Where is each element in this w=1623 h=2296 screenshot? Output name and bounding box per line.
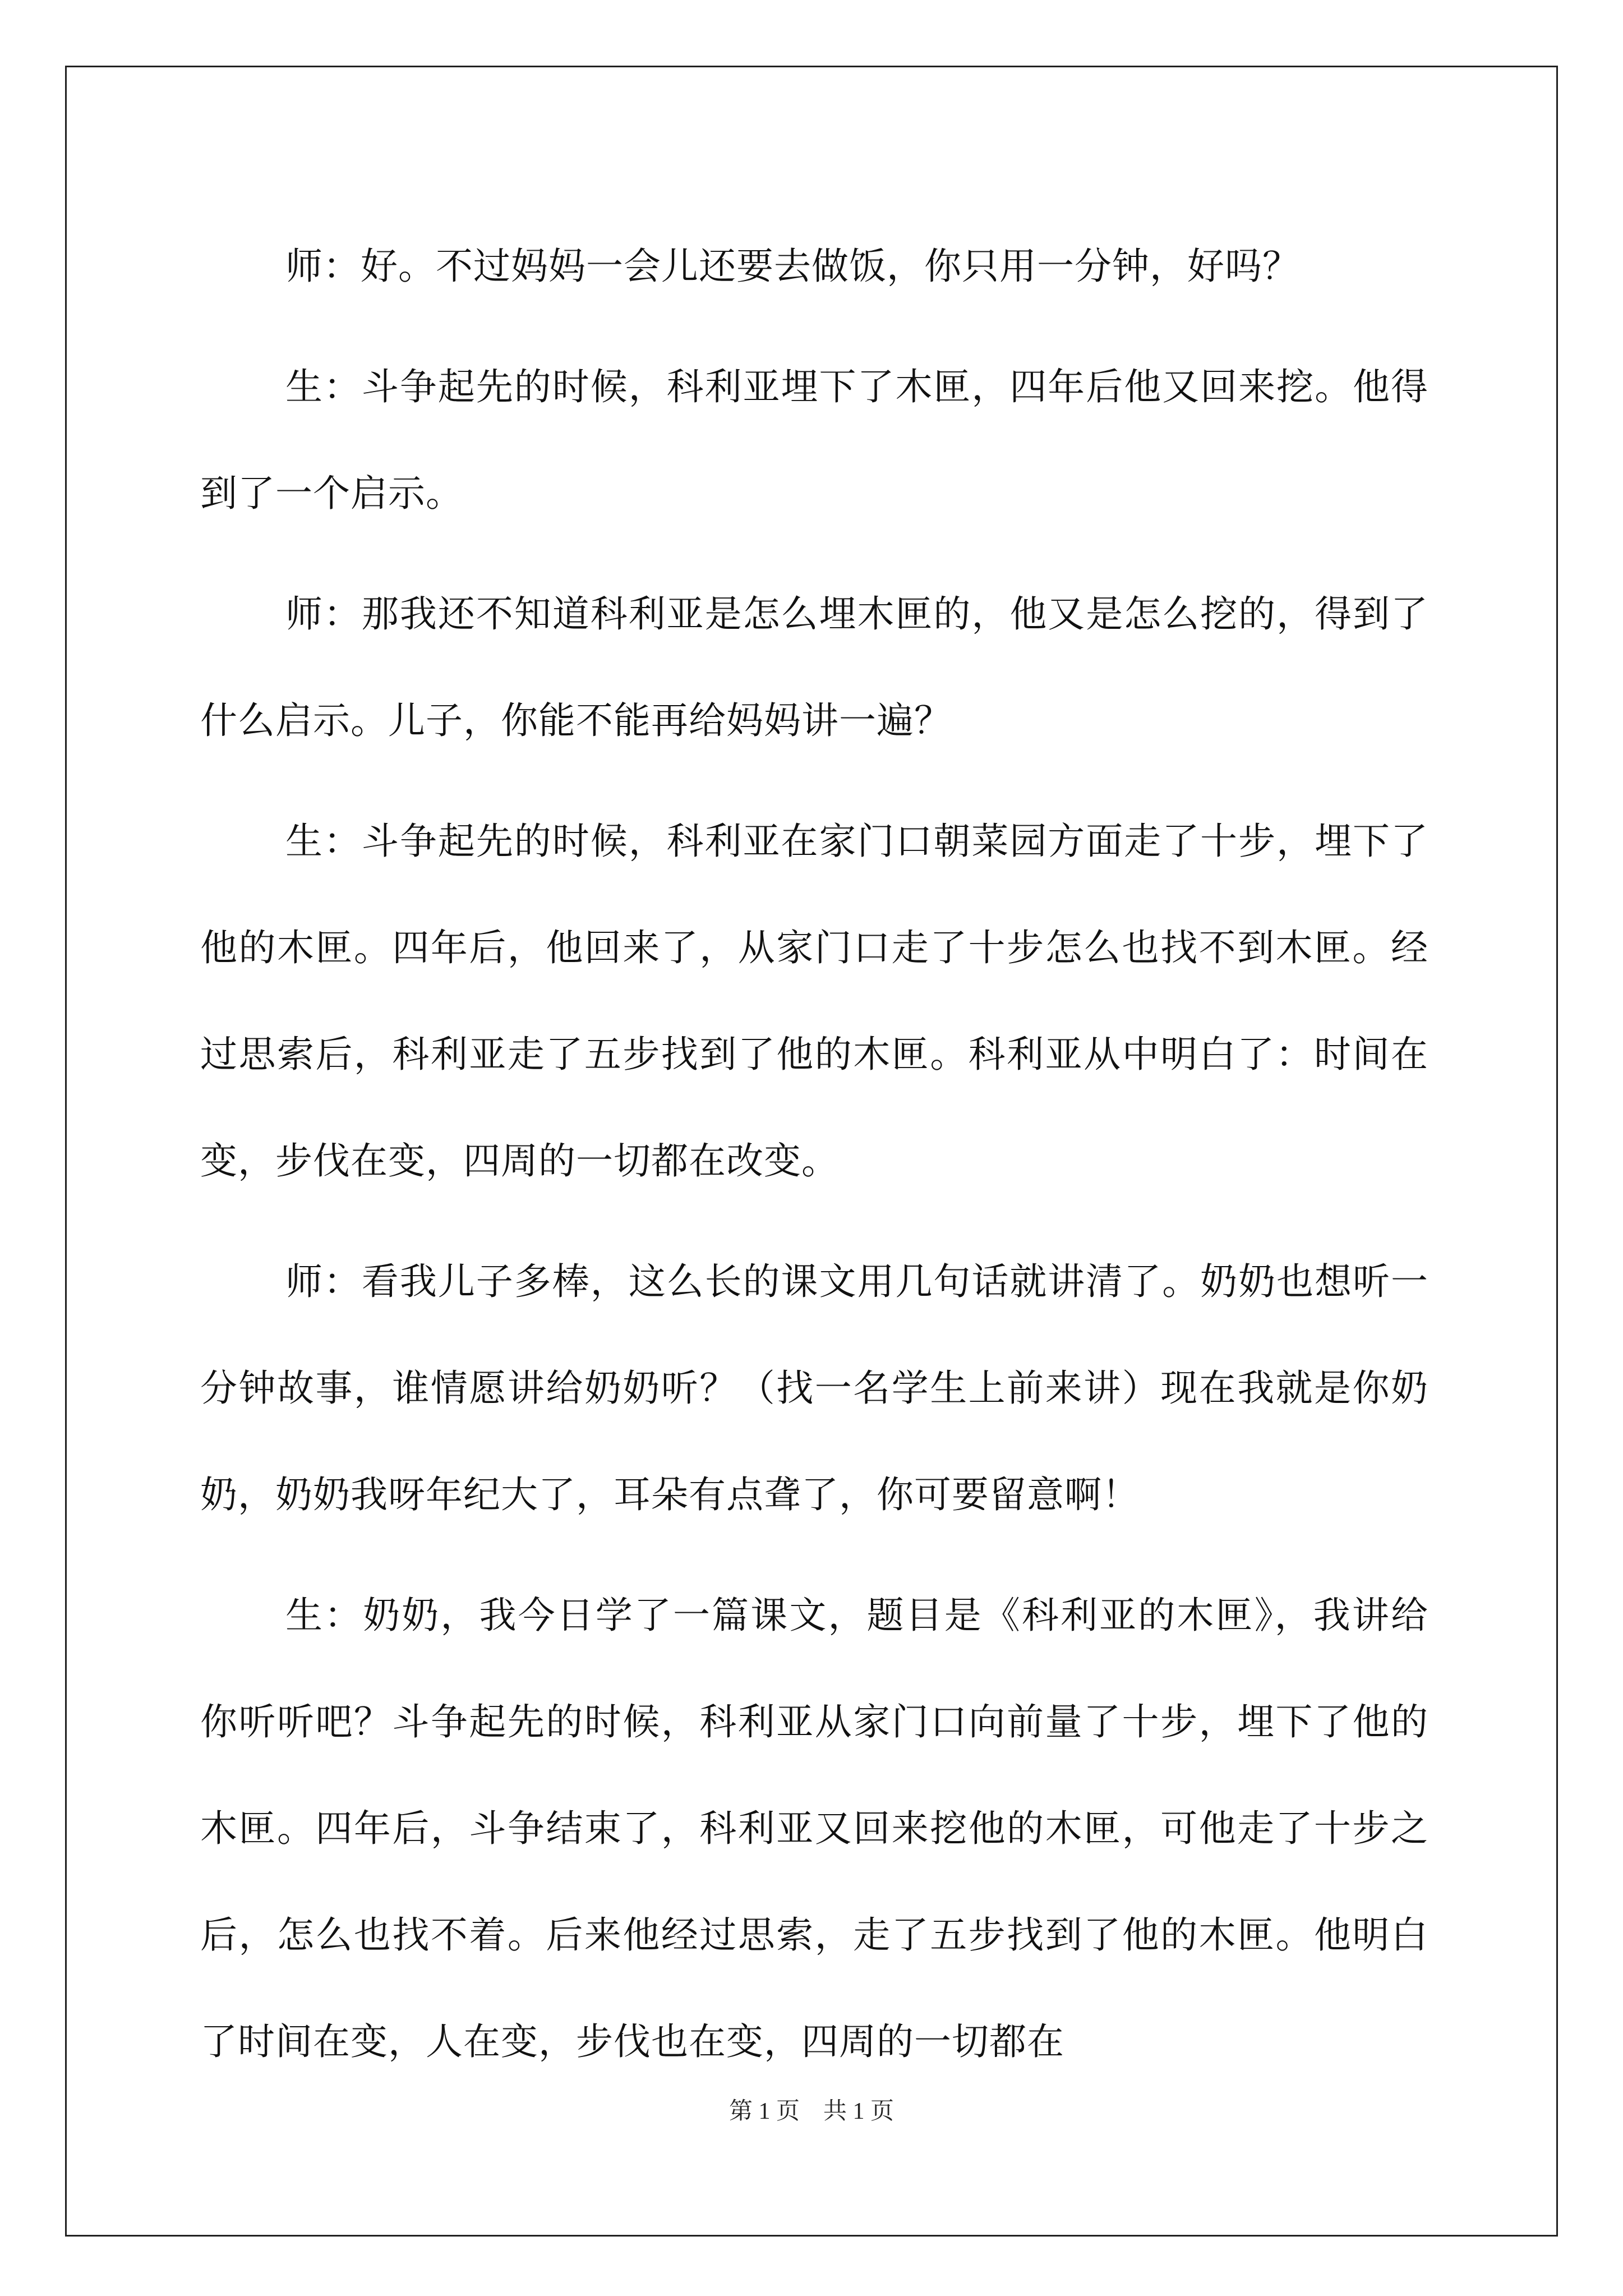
paragraph: 生：斗争起先的时候，科利亚埋下了木匣，四年后他又回来挖。他得到了一个启示。	[200, 365, 1428, 515]
page-number-footer: 第 1 页 共 1 页	[728, 2099, 894, 2124]
paragraph: 生：奶奶，我今日学了一篇课文，题目是《科利亚的木匣》，我讲给你听听吧？斗争起先的时候，科利亚从家门口向前量了十步，埋下了他的木匣。四年后，斗争结束了，科利亚又回来挖他的木匣，可他走了十步之后，怎么也找不着。后来他经过思索，走了五步找到了他的木匣。他明白了时间在变，人在变，步伐也在变，四周的一切都在	[200, 1594, 1428, 2063]
paragraph: 师：好。不过妈妈一会儿还要去做饭，你只用一分钟，好吗？	[285, 245, 1300, 288]
paragraph: 生：斗争起先的时候，科利亚在家门口朝菜园方面走了十步，埋下了他的木匣。四年后，他回来了，从家门口走了十步怎么也找不到木匣。经过思索后，科利亚走了五步找到了他的木匣。科利亚从中明白了：时间在变，步伐在变，四周的一切都在改变。	[200, 820, 1428, 1182]
document-body	[200, 213, 1428, 2109]
paragraph: 师：看我儿子多棒，这么长的课文用几句话就讲清了。奶奶也想听一分钟故事，谁情愿讲给奶奶听？（找一名学生上前来讲）现在我就是你奶奶，奶奶我呀年纪大了，耳朵有点聋了，你可要留意啊！	[200, 1260, 1428, 1516]
paragraph: 师：那我还不知道科利亚是怎么埋木匣的，他又是怎么挖的，得到了什么启示。儿子，你能不能再给妈妈讲一遍？	[200, 592, 1428, 742]
